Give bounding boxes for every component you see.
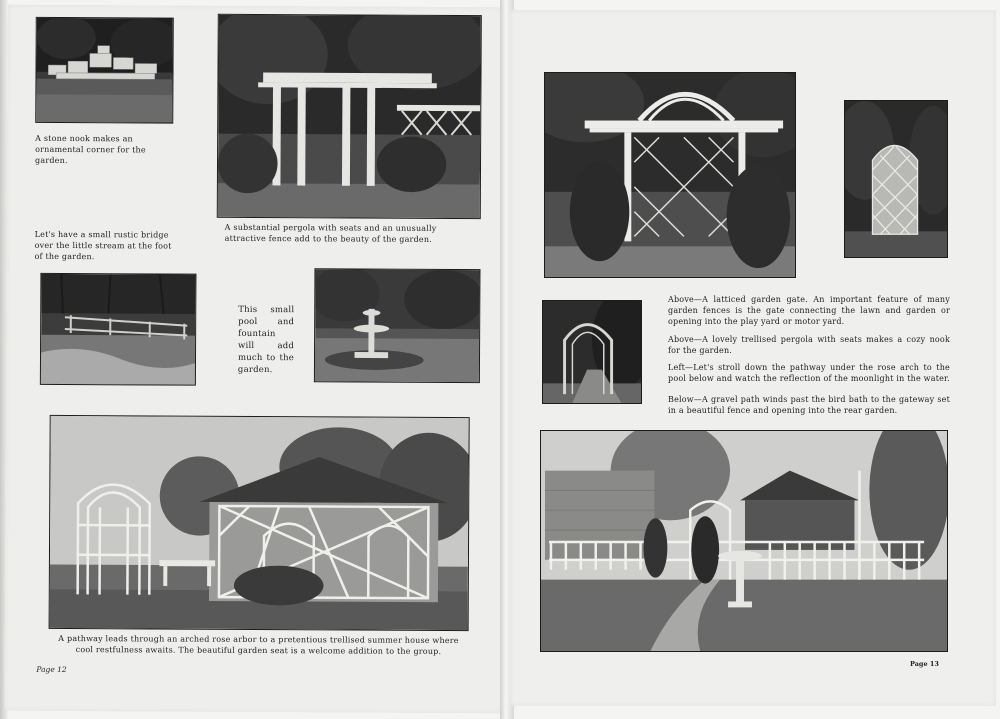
stone-nook-caption: A stone nook makes an ornamental corner for the garden. — [35, 133, 146, 166]
left-arch-caption: Left—Let's stroll down the pathway under the rose arch to the pool below and watch the reflection of the moonlight in the water. — [668, 363, 950, 383]
rustic-bridge-caption: Let's have a small rustic bridge over the little stream at the foot of the garden. — [34, 229, 172, 262]
trellised-pergola-photo — [544, 72, 796, 278]
pathway-caption-line1: A pathway leads through an arched rose arbor to a pretentious trellised summer house where — [58, 633, 459, 646]
small-pool-caption: This small pool and fountain will add much to the garden. — [237, 304, 295, 376]
pergola-photo — [217, 14, 482, 219]
right-page — [510, 10, 996, 706]
rose-arch-photo — [542, 300, 642, 404]
page-number-right: Page 13 — [910, 660, 939, 668]
small-pool-photo — [314, 268, 481, 383]
stone-nook-photo — [35, 17, 174, 124]
pathway-caption-line2: cool restfulness awaits. The beautiful garden seat is a welcome addition to the group. — [75, 645, 442, 656]
left-page — [4, 5, 508, 714]
latticed-gate-photo — [844, 100, 948, 258]
summer-house-photo — [49, 415, 470, 631]
rustic-bridge-photo — [40, 273, 197, 386]
below-path-caption: Below—A gravel path winds past the bird bath to the gateway set in a beautiful fence and opening into the rear garden. — [668, 395, 950, 415]
above-gate-caption: Above—A latticed garden gate. An important feature of many garden fences is the gate connecting the lawn and garden or opening into the play yard or motor yard. — [668, 295, 950, 326]
gravel-path-photo — [540, 430, 948, 652]
pergola-caption: A substantial pergola with seats and an unusually attractive fence add to the beauty of the garden. — [224, 222, 437, 244]
page-number-left: Page 12 — [36, 664, 67, 675]
above-pergola-caption: Above—A lovely trellised pergola with seats makes a cozy nook for the garden. — [668, 335, 950, 355]
